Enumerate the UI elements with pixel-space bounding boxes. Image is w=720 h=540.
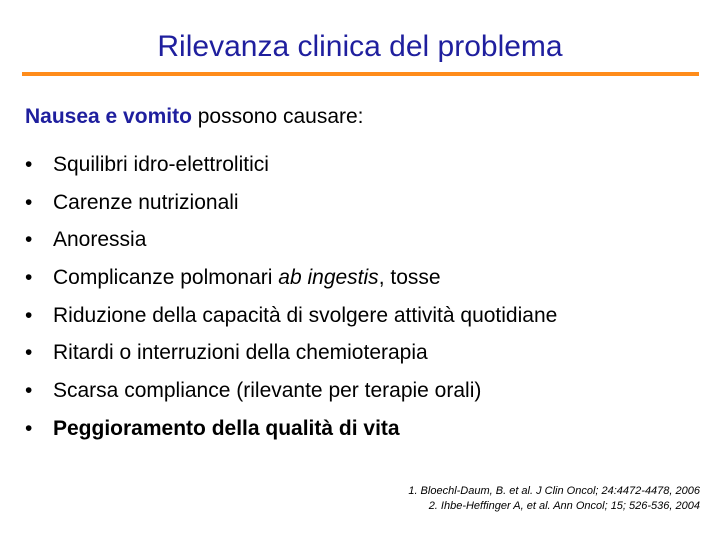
intro-text: possono causare: xyxy=(191,105,364,128)
bullet-text: Anoressia xyxy=(53,228,147,252)
bullet-icon: • xyxy=(25,153,33,176)
bullet-item xyxy=(25,338,557,376)
bullet-text-after: , tosse xyxy=(378,266,441,290)
bullet-icon: • xyxy=(25,303,33,327)
bullet-text-italic: ab ingestis xyxy=(278,266,379,290)
bullet-icon: • xyxy=(25,416,33,440)
reference-item: 1. Bloechl-Daum, B. et al. J Clin Oncol; 24:4472-4478, 2006 xyxy=(408,485,700,497)
bullet-item xyxy=(25,188,557,226)
bullet-icon: • xyxy=(25,228,33,252)
bullet-text-before: Complicanze polmonari xyxy=(53,266,279,290)
bullet-item xyxy=(25,263,557,301)
bullet-text: Peggioramento della qualità di vita xyxy=(53,416,400,440)
intro-line xyxy=(25,105,364,129)
bullet-text: Ritardi o interruzioni della chemioterapia xyxy=(53,341,428,365)
bullet-item xyxy=(25,150,557,188)
bullet-item xyxy=(25,225,557,263)
page-title: Rilevanza clinica del problema xyxy=(157,30,563,63)
bullet-list xyxy=(25,150,557,452)
bullet-icon: • xyxy=(25,341,33,365)
references xyxy=(408,484,700,514)
bullet-icon: • xyxy=(25,190,33,214)
title-divider xyxy=(22,72,699,76)
bullet-item xyxy=(25,376,557,414)
bullet-text xyxy=(53,266,441,289)
bullet-item xyxy=(25,414,557,452)
bullet-text: Carenze nutrizionali xyxy=(53,190,239,214)
bullet-text: Squilibri idro-elettrolitici xyxy=(53,153,269,176)
bullet-text: Riduzione della capacità di svolgere attività quotidiane xyxy=(53,303,558,327)
bullet-icon: • xyxy=(25,379,33,403)
reference-item: 2. Ihbe-Heffinger A, et al. Ann Oncol; 15; 526-536, 2004 xyxy=(428,500,700,512)
bullet-text: Scarsa compliance (rilevante per terapie orali) xyxy=(53,379,482,403)
bullet-icon: • xyxy=(25,266,33,290)
intro-emphasis: Nausea e vomito xyxy=(25,105,192,128)
bullet-item xyxy=(25,301,557,339)
